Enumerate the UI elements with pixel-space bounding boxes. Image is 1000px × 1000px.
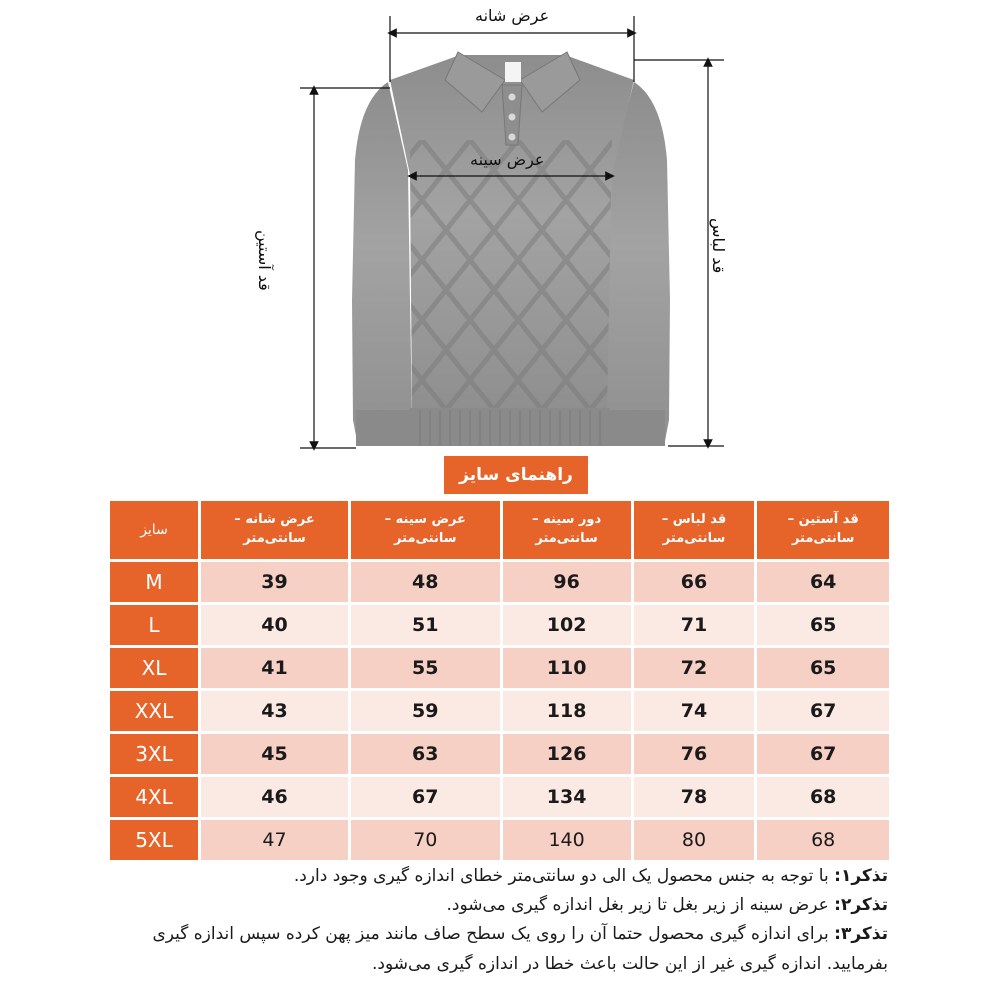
length-cell: 80 <box>634 820 755 860</box>
button <box>509 134 516 141</box>
header-size: سایز <box>110 501 198 559</box>
right-cuff <box>607 410 665 446</box>
button <box>509 94 516 101</box>
chest-around-cell: 102 <box>503 605 631 645</box>
chest-around-cell: 126 <box>503 734 631 774</box>
chest-width-cell: 59 <box>351 691 499 731</box>
chest-width-cell: 67 <box>351 777 499 817</box>
sleeve-cell: 68 <box>757 820 889 860</box>
garment-length-label: قد لباس <box>709 218 728 274</box>
note-3: تذکر۳: برای اندازه گیری محصول حتما آن را روی یک سطح صاف مانند میز پهن کرده سپس اندازه گیری بفرمایید. اندازه گیری غیر از این حالت باعث خطا در اندازه گیری می‌شود. <box>152 924 888 974</box>
size-cell: M <box>110 562 198 602</box>
sleeve-cell: 64 <box>757 562 889 602</box>
sleeve-length-label: قد آستین <box>255 230 274 291</box>
header-chest-around: دور سینه – سانتی‌متر <box>503 501 631 559</box>
table-row <box>110 562 889 602</box>
chest-width-cell: 63 <box>351 734 499 774</box>
chest-width-cell: 55 <box>351 648 499 688</box>
table-header-row <box>110 501 889 559</box>
shoulder-cell: 47 <box>201 820 348 860</box>
sleeve-cell: 68 <box>757 777 889 817</box>
chest-width-cell: 70 <box>351 820 499 860</box>
shoulder-cell: 45 <box>201 734 348 774</box>
label-tag <box>505 62 521 82</box>
header-shoulder: عرض شانه – سانتی‌متر <box>201 501 348 559</box>
length-cell: 74 <box>634 691 755 731</box>
chest-around-cell: 140 <box>503 820 631 860</box>
sleeve-cell: 67 <box>757 691 889 731</box>
header-chest-width: عرض سینه – سانتی‌متر <box>351 501 499 559</box>
shoulder-cell: 43 <box>201 691 348 731</box>
shoulder-cell: 39 <box>201 562 348 602</box>
chest-around-cell: 118 <box>503 691 631 731</box>
header-length: قد لباس – سانتی‌متر <box>634 501 755 559</box>
size-cell: L <box>110 605 198 645</box>
sleeve-cell: 67 <box>757 734 889 774</box>
diamond-knit-pattern <box>410 140 612 410</box>
table-row <box>110 777 889 817</box>
chest-around-cell: 96 <box>503 562 631 602</box>
left-cuff <box>356 410 412 446</box>
note-1: تذکر۱: با توجه به جنس محصول یک الی دو سانتی‌متر خطای اندازه گیری وجود دارد. <box>293 866 888 886</box>
product-diagram <box>0 0 1000 455</box>
sleeve-cell: 65 <box>757 605 889 645</box>
length-cell: 76 <box>634 734 755 774</box>
shoulder-cell: 41 <box>201 648 348 688</box>
length-cell: 78 <box>634 777 755 817</box>
chest-width-cell: 51 <box>351 605 499 645</box>
size-guide-title: راهنمای سایز <box>444 456 588 494</box>
shirt-illustration <box>0 0 1000 455</box>
size-cell: XL <box>110 648 198 688</box>
notes <box>108 862 888 979</box>
table-row <box>110 691 889 731</box>
size-table <box>107 498 892 863</box>
chest-width-cell: 48 <box>351 562 499 602</box>
table-row <box>110 820 889 860</box>
shoulder-cell: 46 <box>201 777 348 817</box>
shoulder-cell: 40 <box>201 605 348 645</box>
shoulder-width-label: عرض شانه <box>475 6 550 25</box>
note-2: تذکر۲: عرض سینه از زیر بغل تا زیر بغل اندازه گیری می‌شود. <box>446 895 888 916</box>
chest-around-cell: 134 <box>503 777 631 817</box>
size-cell: 5XL <box>110 820 198 860</box>
chest-width-label: عرض سینه <box>470 150 545 169</box>
length-cell: 72 <box>634 648 755 688</box>
size-cell: 4XL <box>110 777 198 817</box>
button <box>509 114 516 121</box>
size-cell: 3XL <box>110 734 198 774</box>
header-sleeve: قد آستین – سانتی‌متر <box>757 501 889 559</box>
table-row <box>110 605 889 645</box>
length-cell: 71 <box>634 605 755 645</box>
table-row <box>110 648 889 688</box>
table-row <box>110 734 889 774</box>
length-cell: 66 <box>634 562 755 602</box>
sleeve-cell: 65 <box>757 648 889 688</box>
chest-around-cell: 110 <box>503 648 631 688</box>
size-cell: XXL <box>110 691 198 731</box>
